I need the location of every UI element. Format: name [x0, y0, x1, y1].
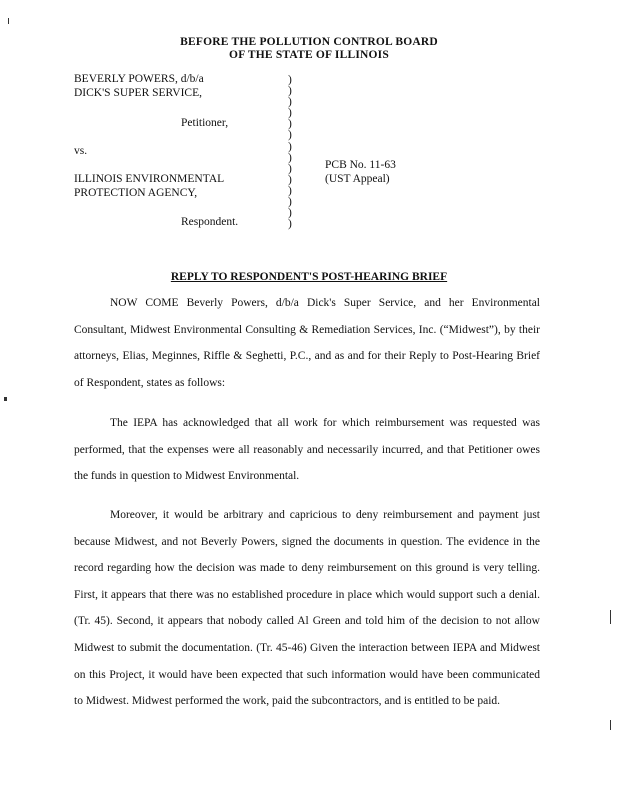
brief-title: REPLY TO RESPONDENT'S POST-HEARING BRIEF	[170, 271, 448, 283]
case-type: (UST Appeal)	[325, 173, 390, 185]
case-number: PCB No. 11-63	[325, 159, 396, 171]
petitioner-name-line2: DICK'S SUPER SERVICE,	[74, 87, 202, 99]
paragraph-1-text: NOW COME Beverly Powers, d/b/a Dick's Super Service, and her Environmental Consultant, Midwest Environmental Consulting & Remediation Services, Inc. (“Midwest”), by their attorneys, Elias, Meginnes, Riffle & Seghetti, P.C., and as and for their Reply to Post-Hearing Brief of Respondent, states as follows:	[74, 297, 540, 389]
scan-speck	[610, 610, 611, 624]
respondent-role: Respondent.	[181, 216, 239, 228]
scan-speck	[8, 18, 9, 24]
caption-parentheses: ) ) ) ) ) ) ) ) ) ) ) ) ) )	[288, 74, 292, 231]
paragraph-3-text: Moreover, it would be arbitrary and capricious to deny reimbursement and payment just because Midwest, and not Beverly Powers, signed the documents in question. The evidence in the record regarding how the decision was made to deny reimbursement on this ground is very telling. First, it appears that there was no established procedure in place which would support such a denial. (Tr. 45). Second, it appears that nobody called Al Green and told him of the decision to not allow Midwest to submit the documentation. (Tr. 45-46) Given the interaction between IEPA and Midwest on this Project, it would have been expected that such information would have been communicated to Midwest. Midwest performed the work, paid the subcontractors, and is entitled to be paid.	[74, 509, 540, 708]
paragraph-2	[74, 410, 540, 490]
petitioner-name-line1: BEVERLY POWERS, d/b/a	[74, 73, 204, 85]
respondent-name-line1: ILLINOIS ENVIRONMENTAL	[74, 173, 225, 185]
versus-label: vs.	[74, 145, 88, 157]
board-heading-line2: OF THE STATE OF ILLINOIS	[229, 49, 389, 61]
petitioner-role: Petitioner,	[181, 117, 229, 129]
paragraph-3	[74, 502, 540, 715]
respondent-name-line2: PROTECTION AGENCY,	[74, 187, 198, 199]
board-heading-line1: BEFORE THE POLLUTION CONTROL BOARD	[180, 36, 438, 48]
paragraph-2-text: The IEPA has acknowledged that all work for which reimbursement was requested was performed, that the expenses were all reasonably and necessarily incurred, and that Petitioner owes the funds in question to Midwest Environmental.	[74, 417, 540, 483]
scan-speck	[4, 397, 7, 401]
scan-speck	[610, 720, 611, 730]
paragraph-1	[74, 290, 540, 396]
